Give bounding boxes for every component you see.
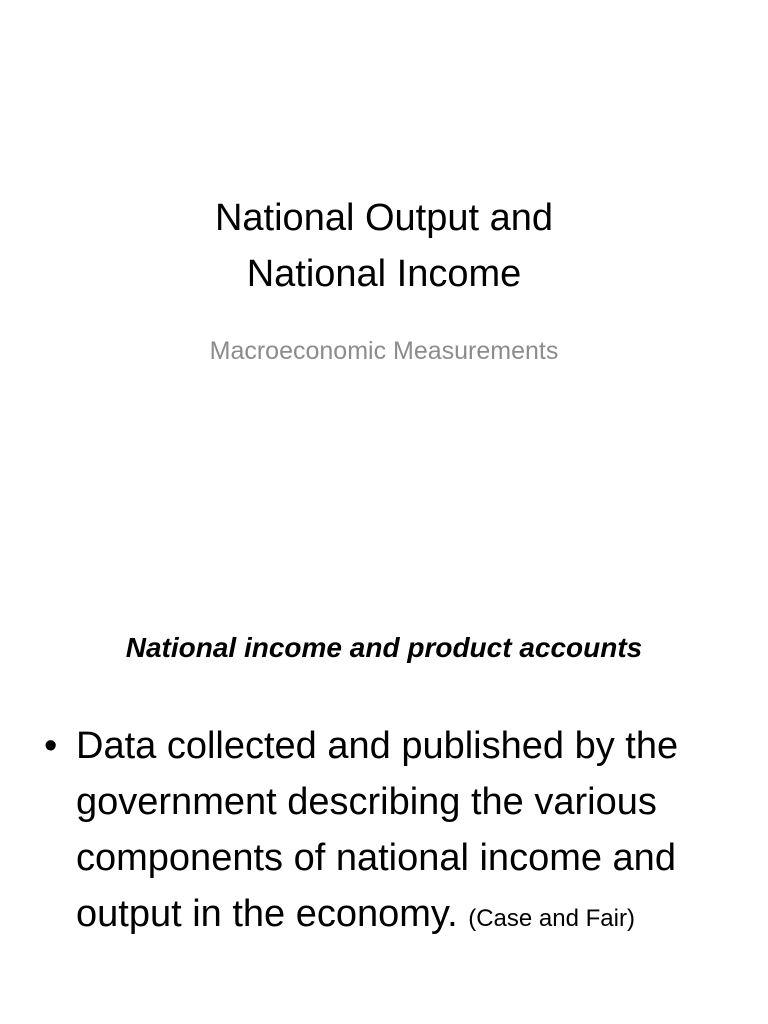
bullet-item bbox=[44, 718, 724, 947]
slide-title-line-2: National Income bbox=[246, 253, 522, 295]
bullet-symbol: • bbox=[44, 725, 58, 767]
slide-title bbox=[0, 190, 768, 302]
section-heading: National income and product accounts bbox=[125, 632, 643, 663]
content-slide bbox=[0, 576, 768, 1024]
bullet-list bbox=[44, 718, 724, 947]
bullet-citation: (Case and Fair) bbox=[468, 905, 635, 932]
slide-subtitle: Macroeconomic Measurements bbox=[209, 337, 559, 365]
bullet-text: Data collected and published by the government describing the various components of national income and output in the economy. bbox=[76, 725, 679, 935]
slide-title-line-1: National Output and bbox=[214, 197, 553, 239]
